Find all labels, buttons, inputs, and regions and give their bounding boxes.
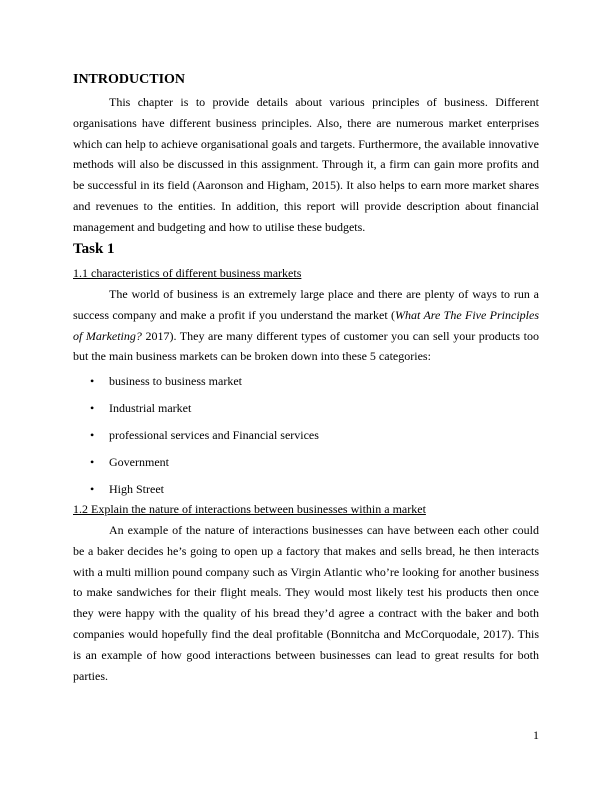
section-1-1-paragraph xyxy=(73,284,539,367)
list-item-text: High Street xyxy=(109,482,164,497)
task1-heading: Task 1 xyxy=(73,241,115,257)
bullet-icon: • xyxy=(90,482,95,497)
para-text: The world of business is an extremely large place and there are plenty of ways to run a success company and make a profit if you understand the market ( xyxy=(73,287,539,322)
list-item xyxy=(73,476,539,503)
section-1-2-paragraph: An example of the nature of interactions businesses can have between each other could be a baker decides he’s going to open up a factory that makes and sells bread, he then interacts with a multi million pound company such as Virgin Atlantic who’re looking for another business to make sandwiches for their flight meals. They would most likely test his products then once they were happy with the quality of his bread they’d agree a contract with the baker and both companies would hopefully find the deal profitable (Bonnitcha and McCorquodale, 2017). This is an example of how good interactions between businesses can lead to great results for both parties. xyxy=(73,523,539,683)
list-item-text: business to business market xyxy=(109,374,242,389)
section-1-1-title: 1.1 characteristics of different business markets xyxy=(73,266,302,280)
list-item xyxy=(73,422,539,449)
bullet-icon: • xyxy=(90,455,95,470)
list-item-text: professional services and Financial services xyxy=(109,428,319,443)
bullet-icon: • xyxy=(90,428,95,443)
list-item xyxy=(73,449,539,476)
introduction-heading: INTRODUCTION xyxy=(73,72,186,87)
list-item-text: Industrial market xyxy=(109,401,192,416)
introduction-paragraph: This chapter is to provide details about various principles of business. Different organisations have different business principles. Also, there are numerous market enterprises which can help to achieve organisational goals and targets. Furthermore, the available innovative methods will also be discussed in this assignment. Through it, a firm can gain more profits and be successful in its field (Aaronson and Higham, 2015). It also helps to earn more market shares and revenues to the entities. In addition, this report will provide description about financial management and budgeting and how to utilise these budgets. xyxy=(73,95,539,234)
citation-italic: What Are The Five Principles of Marketing? xyxy=(73,307,540,343)
task1-section xyxy=(73,240,539,503)
para-text: 2017). They are many different types of customer you can sell your products too but the main business markets can be broken down into these 5 categories: xyxy=(73,328,539,364)
page-number: 1 xyxy=(533,728,539,742)
section-1-2 xyxy=(73,501,539,686)
list-item-text: Government xyxy=(109,455,169,470)
bullet-icon: • xyxy=(90,401,95,416)
introduction-section xyxy=(73,71,539,238)
list-item xyxy=(73,395,539,422)
markets-list xyxy=(73,368,539,503)
bullet-icon: • xyxy=(90,374,95,389)
list-item xyxy=(73,368,539,395)
section-1-2-title: 1.2 Explain the nature of interactions between businesses within a market xyxy=(73,502,426,516)
